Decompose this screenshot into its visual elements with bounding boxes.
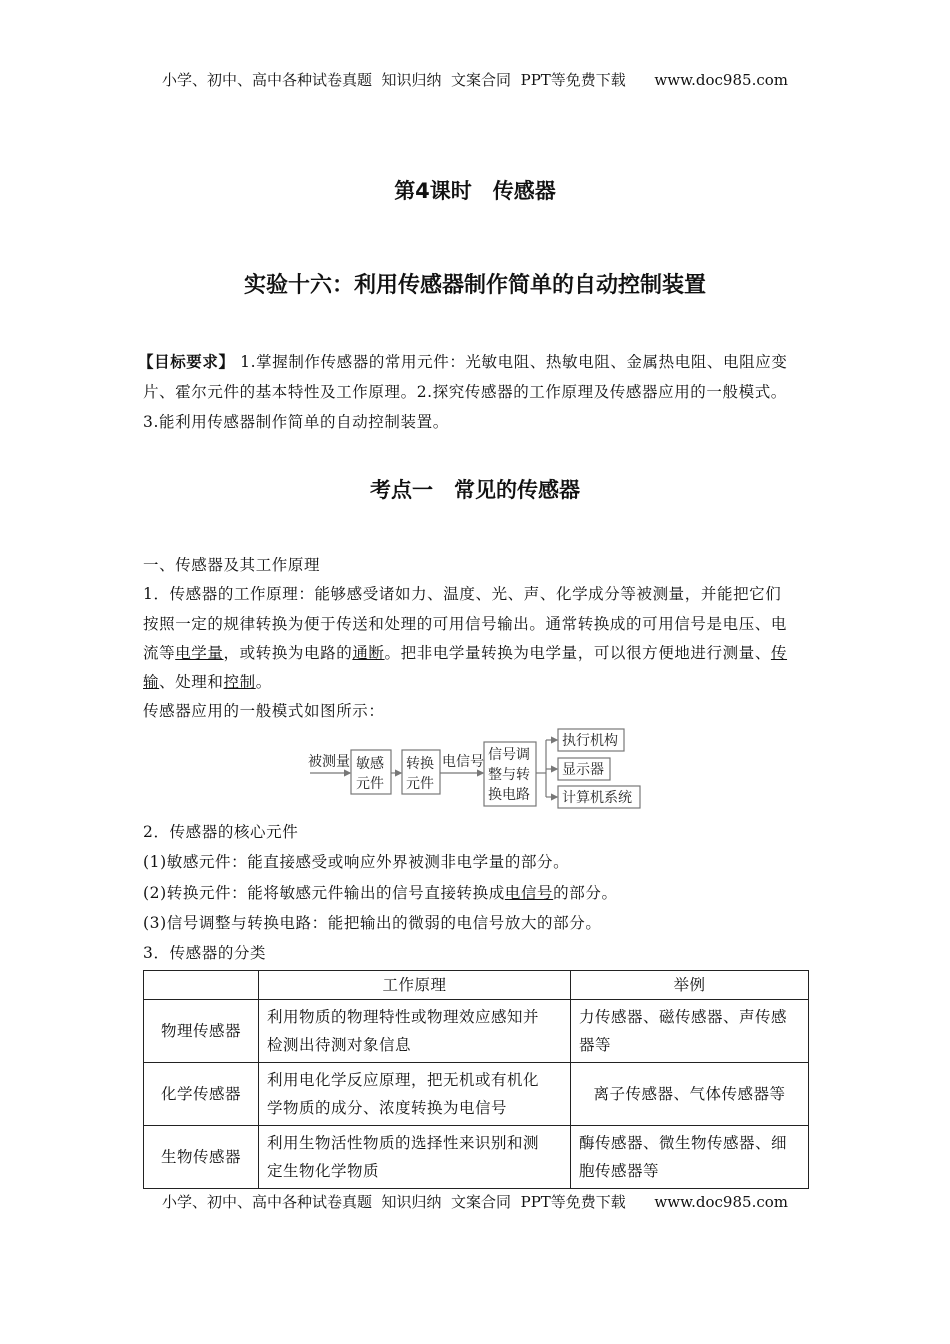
text: 定生物化学物质 [267,1162,380,1180]
header-cell [144,971,259,1000]
header-cell: 举例 [571,971,809,1000]
para-line [143,881,618,903]
circuit-box: 信号调 [488,747,530,763]
sensitive-element-box-2: 元件 [356,776,384,792]
lesson-title: 第4课时 传感器 [394,179,556,203]
sensor-flow-diagram [300,722,650,814]
principle-cell [259,1000,571,1063]
table-row [144,1000,809,1063]
example-cell [571,1000,809,1063]
goals-line-3: 3.能利用传感器制作简单的自动控制装置。 [143,413,449,431]
para-line: 1．传感器的工作原理：能够感受诸如力、温度、光、声、化学成分等被测量，并能把它们 [143,585,782,603]
text: ，或转换为电路的 [223,644,353,662]
type-cell: 物理传感器 [144,1000,259,1063]
table-header-row [144,971,809,1000]
text: 。把非电学量转换为电学量，可以很方便地进行测量、 [384,644,771,662]
page-header: 小学、初中、高中各种试卷真题 知识归纳 文案合同 PPT等免费下载 www.doc985.com [161,71,788,89]
goals-label: 【目标要求】 [138,353,235,371]
circuit-box-3: 换电路 [488,787,530,803]
example-cell [571,1126,809,1189]
subheading: 2．传感器的核心元件 [143,823,299,841]
para-line: (1)敏感元件：能直接感受或响应外界被测非电学量的部分。 [143,853,570,871]
underlined-term: 通断 [352,644,385,662]
text: (2)转换元件：能将敏感元件输出的信号直接转换成 [143,884,505,902]
goals-line-2: 片、霍尔元件的基本特性及工作原理。2.探究传感器的工作原理及传感器应用的一般模式。 [143,383,787,401]
para-line [143,641,787,663]
output-actuator: 执行机构 [562,733,618,749]
text: 器等 [579,1036,612,1054]
table-row [144,1063,809,1126]
para-line [143,670,272,692]
signal-label: 电信号 [442,754,484,770]
underlined-term: 传 [770,644,788,662]
circuit-box-2: 整与转 [488,767,530,783]
para-line: (3)信号调整与转换电路：能把输出的微弱的电信号放大的部分。 [143,914,602,932]
text: 力传感器、磁传感器、声传感 [579,1008,788,1026]
text: 学物质的成分、浓度转换为电信号 [267,1099,508,1117]
output-display: 显示器 [562,762,604,778]
text: 酶传感器、微生物传感器、细 [579,1134,788,1152]
example-cell [571,1063,809,1126]
subheading: 3．传感器的分类 [143,944,267,962]
experiment-title: 实验十六：利用传感器制作简单的自动控制装置 [243,273,706,298]
input-label: 被测量 [308,754,350,770]
conversion-element-box-2: 元件 [406,776,434,792]
sensor-classification-table [143,970,809,1189]
text: 利用物质的物理特性或物理效应感知并 [267,1008,540,1026]
underlined-term: 电信号 [504,884,554,902]
underlined-term: 控制 [223,673,256,691]
page-footer: 小学、初中、高中各种试卷真题 知识归纳 文案合同 PPT等免费下载 www.doc985.com [161,1193,788,1211]
principle-cell [259,1126,571,1189]
header-cell: 工作原理 [259,971,571,1000]
output-computer: 计算机系统 [562,790,632,806]
subheading: 一、传感器及其工作原理 [143,556,321,574]
type-cell: 化学传感器 [144,1063,259,1126]
text: 。 [255,673,272,691]
type-cell: 生物传感器 [144,1126,259,1189]
underlined-term: 电学量 [175,644,224,662]
text: 检测出待测对象信息 [267,1036,412,1054]
text: 、处理和 [159,673,224,691]
goals-text: 1.掌握制作传感器的常用元件：光敏电阻、热敏电阻、金属热电阻、电阻应变 [240,353,788,371]
text: 流等 [143,644,176,662]
para-line: 按照一定的规律转换为便于传送和处理的可用信号输出。通常转换成的可用信号是电压、电 [143,615,788,633]
text: 离子传感器、气体传感器等 [593,1085,786,1103]
goals-line-1 [138,350,787,372]
sensitive-element-box: 敏感 [356,756,384,772]
section-title: 考点一 常见的传感器 [370,478,580,502]
para-line: 传感器应用的一般模式如图所示： [143,702,385,720]
text: 的部分。 [553,884,618,902]
principle-cell [259,1063,571,1126]
underlined-term: 输 [143,673,160,691]
table-row [144,1126,809,1189]
conversion-element-box: 转换 [406,756,434,772]
text: 胞传感器等 [579,1162,660,1180]
text: 利用生物活性物质的选择性来识别和测 [267,1134,540,1152]
text: 利用电化学反应原理，把无机或有机化 [267,1071,540,1089]
